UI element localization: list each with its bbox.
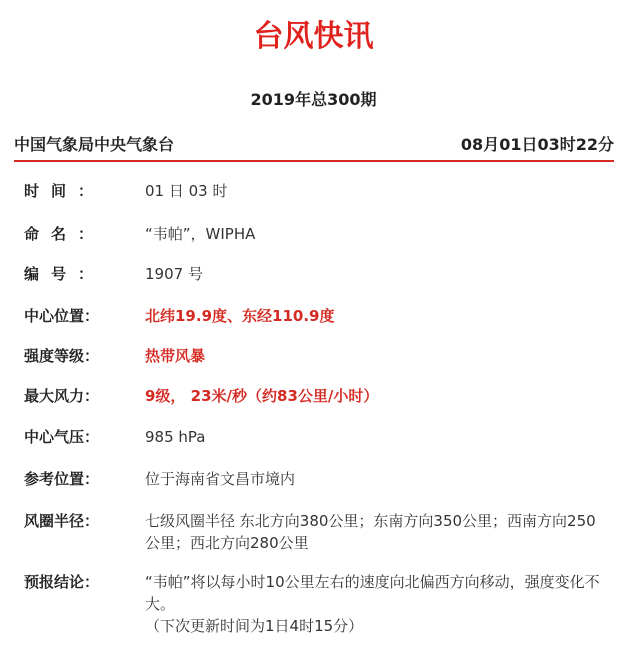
row-value: 位于海南省文昌市境内 (145, 470, 296, 488)
header-bar (14, 130, 614, 162)
row-label: 风圈半径： (24, 512, 100, 530)
issue-number: 2019年总300期 (250, 90, 377, 109)
row-label: 最大风力： (24, 387, 100, 405)
row-value (145, 571, 607, 637)
row-value: 1907 号 (145, 265, 203, 283)
row-value: 热带风暴 (145, 347, 206, 365)
row-value: 北纬19.9度、东经110.9度 (145, 307, 335, 325)
row-label: 预报结论： (24, 573, 100, 591)
page-title: 台风快讯 (253, 19, 374, 54)
row-value (145, 510, 607, 554)
row-value: 9级， 23米/秒（约83公里/小时） (145, 387, 379, 405)
row-value-line: （下次更新时间为1日4时15分） (145, 617, 364, 635)
row-label: 中心位置： (24, 307, 100, 325)
agency-name: 中国气象局中央气象台 (14, 135, 175, 154)
row-label: 时间： (24, 182, 106, 200)
row-label: 命名： (24, 225, 106, 243)
row-label: 编号： (24, 265, 106, 283)
row-label: 中心气压： (24, 428, 100, 446)
row-value: “韦帕”，WIPHA (145, 225, 256, 243)
row-value: 985 hPa (145, 428, 206, 446)
row-value-line: 七级风圈半径 东北方向380公里；东南方向350公里；西南方向250公里；西北方向280公里 (145, 512, 596, 552)
row-value: 01 日 03 时 (145, 182, 228, 200)
row-label: 强度等级： (24, 347, 100, 365)
row-label: 参考位置： (24, 470, 100, 488)
publish-time: 08月01日03时22分 (460, 135, 614, 154)
row-value-line: “韦帕”将以每小时10公里左右的速度向北偏西方向移动，强度变化不大。 (145, 573, 600, 613)
